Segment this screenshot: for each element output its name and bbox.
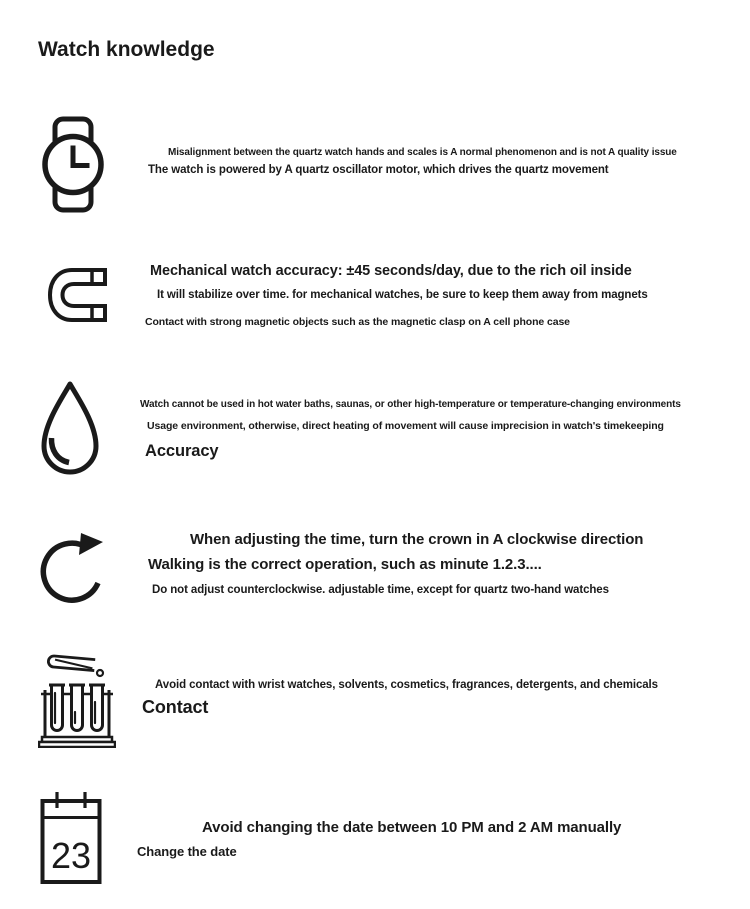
clockwise-arrow-icon [37, 526, 109, 612]
temperature-heading-line: Accuracy [145, 442, 219, 460]
quartz-note-line: Misalignment between the quartz watch hands and scales is A normal phenomenon and is not A quality issue [168, 147, 677, 158]
date-sub-line: Change the date [137, 844, 237, 859]
test-tubes-icon [38, 646, 116, 748]
calendar-day-number: 23 [50, 835, 92, 876]
quartz-main-line: The watch is powered by A quartz oscillator motor, which drives the quartz movement [148, 164, 609, 176]
temperature-note-line: Watch cannot be used in hot water baths, saunas, or other high-temperature or temperature-changing environments [140, 399, 681, 410]
magnet-icon [46, 266, 108, 324]
page-title: Watch knowledge [38, 38, 215, 61]
wristwatch-icon [40, 116, 106, 213]
calendar-icon [40, 790, 102, 885]
magnet-main-line: Mechanical watch accuracy: ±45 seconds/day, due to the rich oil inside [150, 263, 632, 279]
temperature-sub-line: Usage environment, otherwise, direct heating of movement will cause imprecision in watch's timekeeping [147, 420, 664, 432]
crown-main-line: When adjusting the time, turn the crown in A clockwise direction [190, 531, 644, 548]
chemicals-main-line: Avoid contact with wrist watches, solvents, cosmetics, fragrances, detergents, and chemicals [155, 679, 658, 691]
chemicals-heading-line: Contact [142, 697, 209, 717]
date-main-line: Avoid changing the date between 10 PM and 2 AM manually [202, 819, 622, 836]
crown-sub-line: Walking is the correct operation, such as minute 1.2.3.... [148, 556, 542, 573]
water-drop-icon [38, 380, 102, 480]
crown-note-line: Do not adjust counterclockwise. adjustable time, except for quartz two-hand watches [152, 584, 609, 596]
magnet-note-line: Contact with strong magnetic objects such as the magnetic clasp on A cell phone case [145, 316, 570, 328]
magnet-sub-line: It will stabilize over time. for mechanical watches, be sure to keep them away from magnets [157, 289, 648, 301]
